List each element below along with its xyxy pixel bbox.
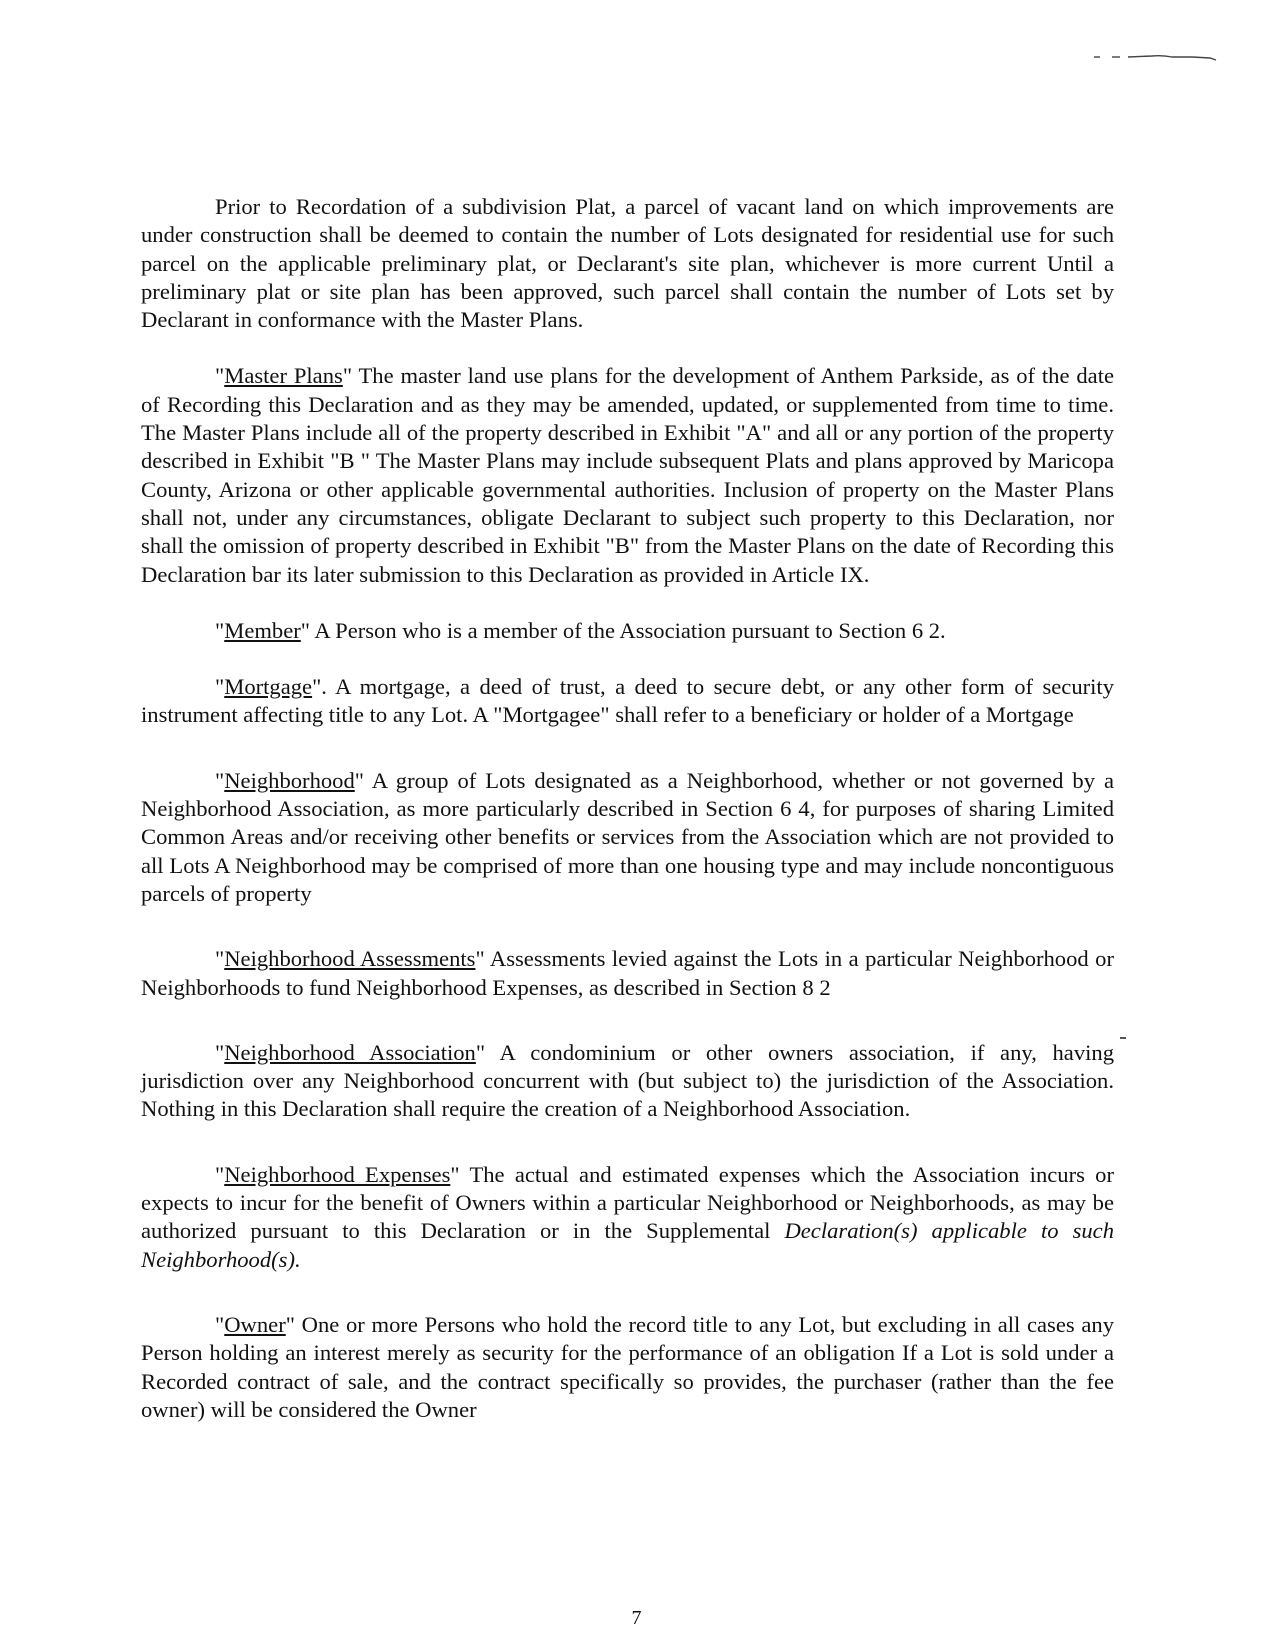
quote-open: "	[215, 674, 225, 700]
quote-close: "	[285, 1311, 295, 1337]
definition-text: The actual and estimated expenses which the Association incurs or expects to incur for the benefit of Owners within a particular Neighborhood or Neighborhoods, as may be authorized pursuant to this Declaration or in the Supplemental	[141, 1161, 1114, 1244]
quote-open: "	[215, 767, 225, 793]
quote-open: "	[215, 1039, 225, 1065]
definition-text: A mortgage, a deed of trust, a deed to secure debt, or any other form of security instrument affecting title to any Lot. A "Mortgagee" shall refer to a beneficiary or holder of a Mortgage	[141, 674, 1114, 728]
quote-close: "	[354, 767, 364, 793]
scan-artifact-dash	[1120, 1037, 1126, 1039]
scan-artifact-mark	[1092, 52, 1220, 62]
definition-owner	[141, 1311, 1114, 1424]
definition-text: A group of Lots designated as a Neighborhood, whether or not governed by a Neighborhood Association, as more particularly described in Section 6 4, for purposes of sharing Limited Common Areas and/or receiving other benefits or services from the Association which are not provided to all Lots A Neighborhood may be comprised of more than one housing type and may include noncontiguous parcels of property	[141, 767, 1114, 906]
definition-neighborhood	[141, 767, 1114, 908]
quote-close: "	[342, 363, 353, 389]
definition-text: One or more Persons who hold the record title to any Lot, but excluding in all cases any Person holding an interest merely as security for the performance of an obligation If a Lot is sold under a Recorded contract of sale, and the contract specifically so provides, the purchaser (rather than the fee owner) will be considered the Owner	[141, 1311, 1114, 1422]
term-neighborhood-association: Neighborhood Association	[224, 1039, 476, 1065]
definition-text: Assessments levied against the Lots in a particular Neighborhood or Neighborhoods to fund Neighborhood Expenses, as described in Section 8 2	[141, 946, 1114, 1000]
term-neighborhood: Neighborhood	[224, 767, 355, 793]
quote-open: "	[215, 617, 225, 643]
term-neighborhood-assessments: Neighborhood Assessments	[224, 946, 476, 972]
definition-master-plans	[141, 362, 1114, 588]
quote-close: ".	[312, 674, 327, 700]
quote-open: "	[215, 1311, 225, 1337]
page-number: 7	[631, 1607, 642, 1629]
paragraph-recordation-prior	[141, 193, 1114, 334]
paragraph-text: Prior to Recordation of a subdivision Plat, a parcel of vacant land on which improvements are under construction shall be deemed to contain the number of Lots designated for residential use for such parcel on the applicable preliminary plat, or Declarant's site plan, whichever is more current Until a preliminary plat or site plan has been approved, such parcel shall contain the number of Lots set by Declarant in conformance with the Master Plans.	[141, 194, 1114, 333]
definition-text: A Person who is a member of the Association pursuant to Section 6 2.	[310, 617, 946, 643]
term-member: Member	[224, 617, 301, 643]
term-mortgage: Mortgage	[224, 674, 313, 700]
quote-close: "	[475, 1039, 486, 1065]
term-master-plans: Master Plans	[224, 363, 343, 389]
quote-close: "	[300, 617, 311, 643]
definition-neighborhood-association	[141, 1039, 1114, 1124]
term-neighborhood-expenses: Neighborhood Expenses	[224, 1161, 451, 1187]
quote-open: "	[215, 1161, 225, 1187]
definition-neighborhood-assessments	[141, 945, 1114, 1002]
definition-text: The master land use plans for the development of Anthem Parkside, as of the date of Recording this Declaration and as they may be amended, updated, or supplemented from time to time. The Master Plans include all of the property described in Exhibit "A" and all or any portion of the property described in Exhibit "B " The Master Plans may include subsequent Plats and plans approved by Maricopa County, Arizona or other applicable governmental authorities. Inclusion of property on the Master Plans shall not, under any circumstances, obligate Declarant to subject such property to this Declaration, nor shall the omission of property described in Exhibit "B" from the Master Plans on the date of Recording this Declaration bar its later submission to this Declaration as provided in Article IX.	[141, 363, 1115, 587]
definition-mortgage	[141, 673, 1114, 730]
quote-open: "	[215, 363, 225, 389]
definition-text-italic: Declaration(s) applicable to such Neighborhood(s).	[141, 1218, 1114, 1272]
quote-open: "	[215, 946, 225, 972]
definition-neighborhood-expenses	[141, 1161, 1114, 1274]
definition-text: A condominium or other owners association, if any, having jurisdiction over any Neighborhood concurrent with (but subject to) the jurisdiction of the Association. Nothing in this Declaration shall require the creation of a Neighborhood Association.	[141, 1039, 1114, 1122]
document-body	[141, 193, 1114, 1424]
term-owner: Owner	[224, 1311, 286, 1337]
quote-close: "	[450, 1161, 460, 1187]
definition-member	[141, 617, 1114, 645]
quote-close: "	[475, 946, 485, 972]
